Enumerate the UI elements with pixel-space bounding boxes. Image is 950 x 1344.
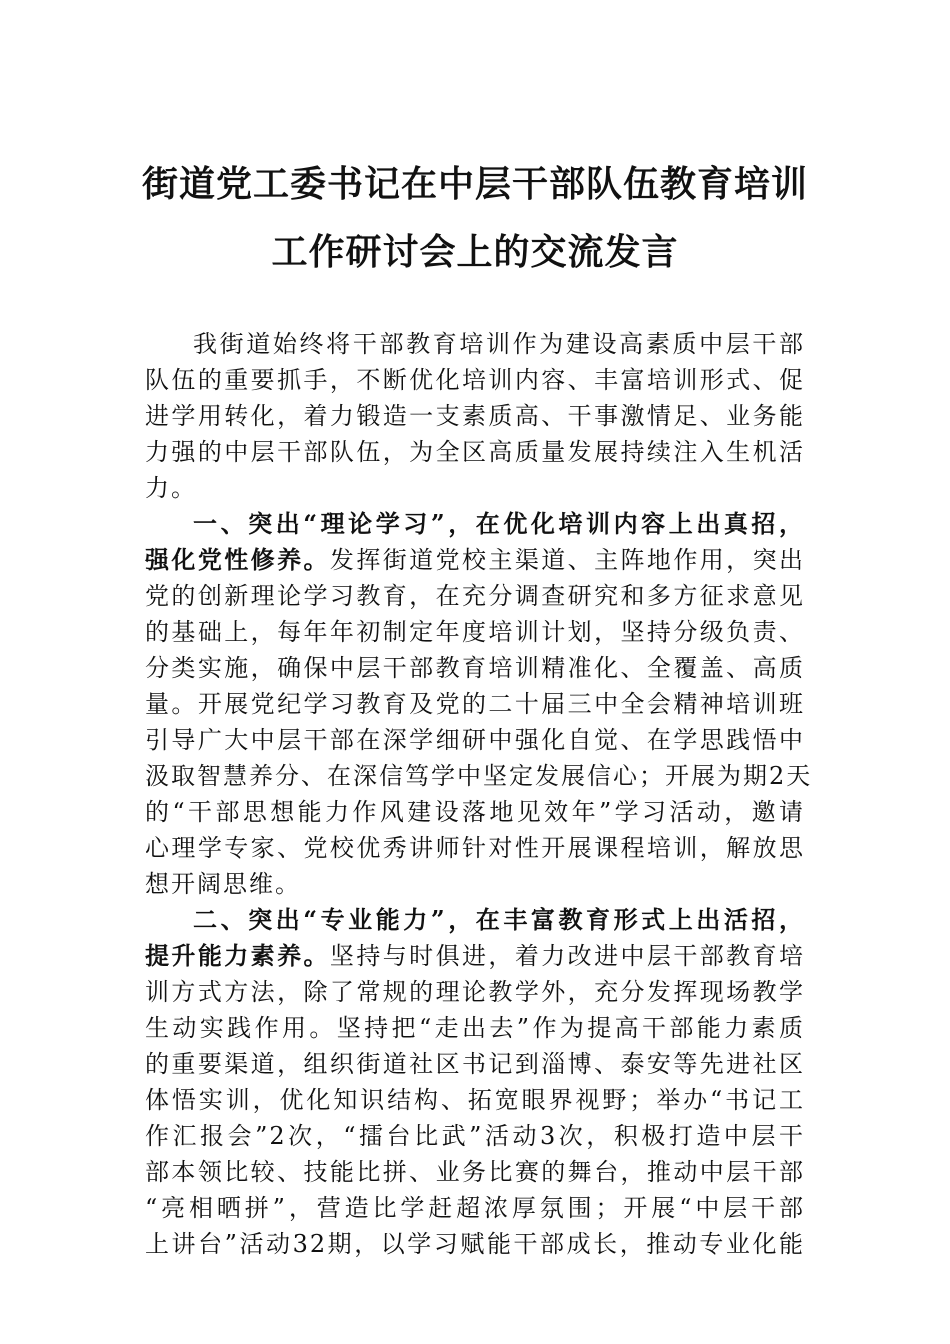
text-line [145, 542, 805, 578]
text-line: 量。开展党纪学习教育及党的二十届三中全会精神培训班 [145, 690, 805, 718]
text-line: 的基础上，每年年初制定年度培训计划，坚持分级负责、 [145, 618, 805, 646]
text-line: 队伍的重要抓手，不断优化培训内容、丰富培训形式、促 [145, 366, 805, 394]
section-two-paragraph [145, 902, 805, 1262]
text-line: 的“干部思想能力作风建设落地见效年”学习活动，邀请 [145, 798, 805, 826]
text-line: “亮相晒拼”，营造比学赶超浓厚氛围；开展“中层干部 [145, 1194, 805, 1222]
text-line: 党的创新理论学习教育，在充分调查研究和多方征求意见 [145, 582, 805, 610]
text-line: 我街道始终将干部教育培训作为建设高素质中层干部 [193, 330, 805, 358]
section-two-heading: 二、突出“专业能力”，在丰富教育形式上出活招， [193, 905, 805, 934]
text-line [145, 938, 805, 974]
text-line: 部本领比较、技能比拼、业务比赛的舞台，推动中层干部 [145, 1158, 805, 1186]
text-line: 心理学专家、党校优秀讲师针对性开展课程培训，解放思 [145, 834, 805, 862]
section-one-heading: 一、突出“理论学习”，在优化培训内容上出真招， [193, 509, 805, 538]
text-line: 力强的中层干部队伍，为全区高质量发展持续注入生机活 [145, 438, 805, 466]
text-line: 汲取智慧养分、在深信笃学中坚定发展信心；开展为期2天 [145, 762, 813, 790]
text-line: 的重要渠道，组织街道社区书记到淄博、泰安等先进社区 [145, 1050, 805, 1078]
text-line: 力。 [145, 474, 197, 502]
intro-paragraph [145, 326, 805, 506]
text-line: 分类实施，确保中层干部教育培训精准化、全覆盖、高质 [145, 654, 805, 682]
text-line: 体悟实训，优化知识结构、拓宽眼界视野；举办“书记工 [145, 1086, 805, 1114]
document-title-line-1: 街道党工委书记在中层干部队伍教育培训 [141, 163, 808, 205]
section-one-heading-end: 强化党性修养。 [145, 545, 330, 574]
text-line: 训方式方法，除了常规的理论教学外，充分发挥现场教学 [145, 978, 805, 1006]
text-line: 引导广大中层干部在深学细研中强化自觉、在学思践悟中 [145, 726, 805, 754]
text-line: 上讲台”活动32期，以学习赋能干部成长，推动专业化能 [145, 1230, 805, 1258]
text-segment: 坚持与时俱进，着力改进中层干部教育培 [329, 942, 806, 970]
section-two-heading-end: 提升能力素养。 [145, 941, 330, 970]
section-one-paragraph [145, 506, 813, 902]
text-line: 进学用转化，着力锻造一支素质高、干事激情足、业务能 [145, 402, 805, 430]
text-line: 想开阔思维。 [145, 870, 301, 898]
text-line: 作汇报会”2次，“擂台比武”活动3次，积极打造中层干 [145, 1122, 805, 1150]
text-segment: 发挥街道党校主渠道、主阵地作用，突出 [329, 546, 806, 574]
document-title-line-2: 工作研讨会上的交流发言 [271, 231, 679, 273]
text-line: 生动实践作用。坚持把“走出去”作为提高干部能力素质 [145, 1014, 805, 1042]
